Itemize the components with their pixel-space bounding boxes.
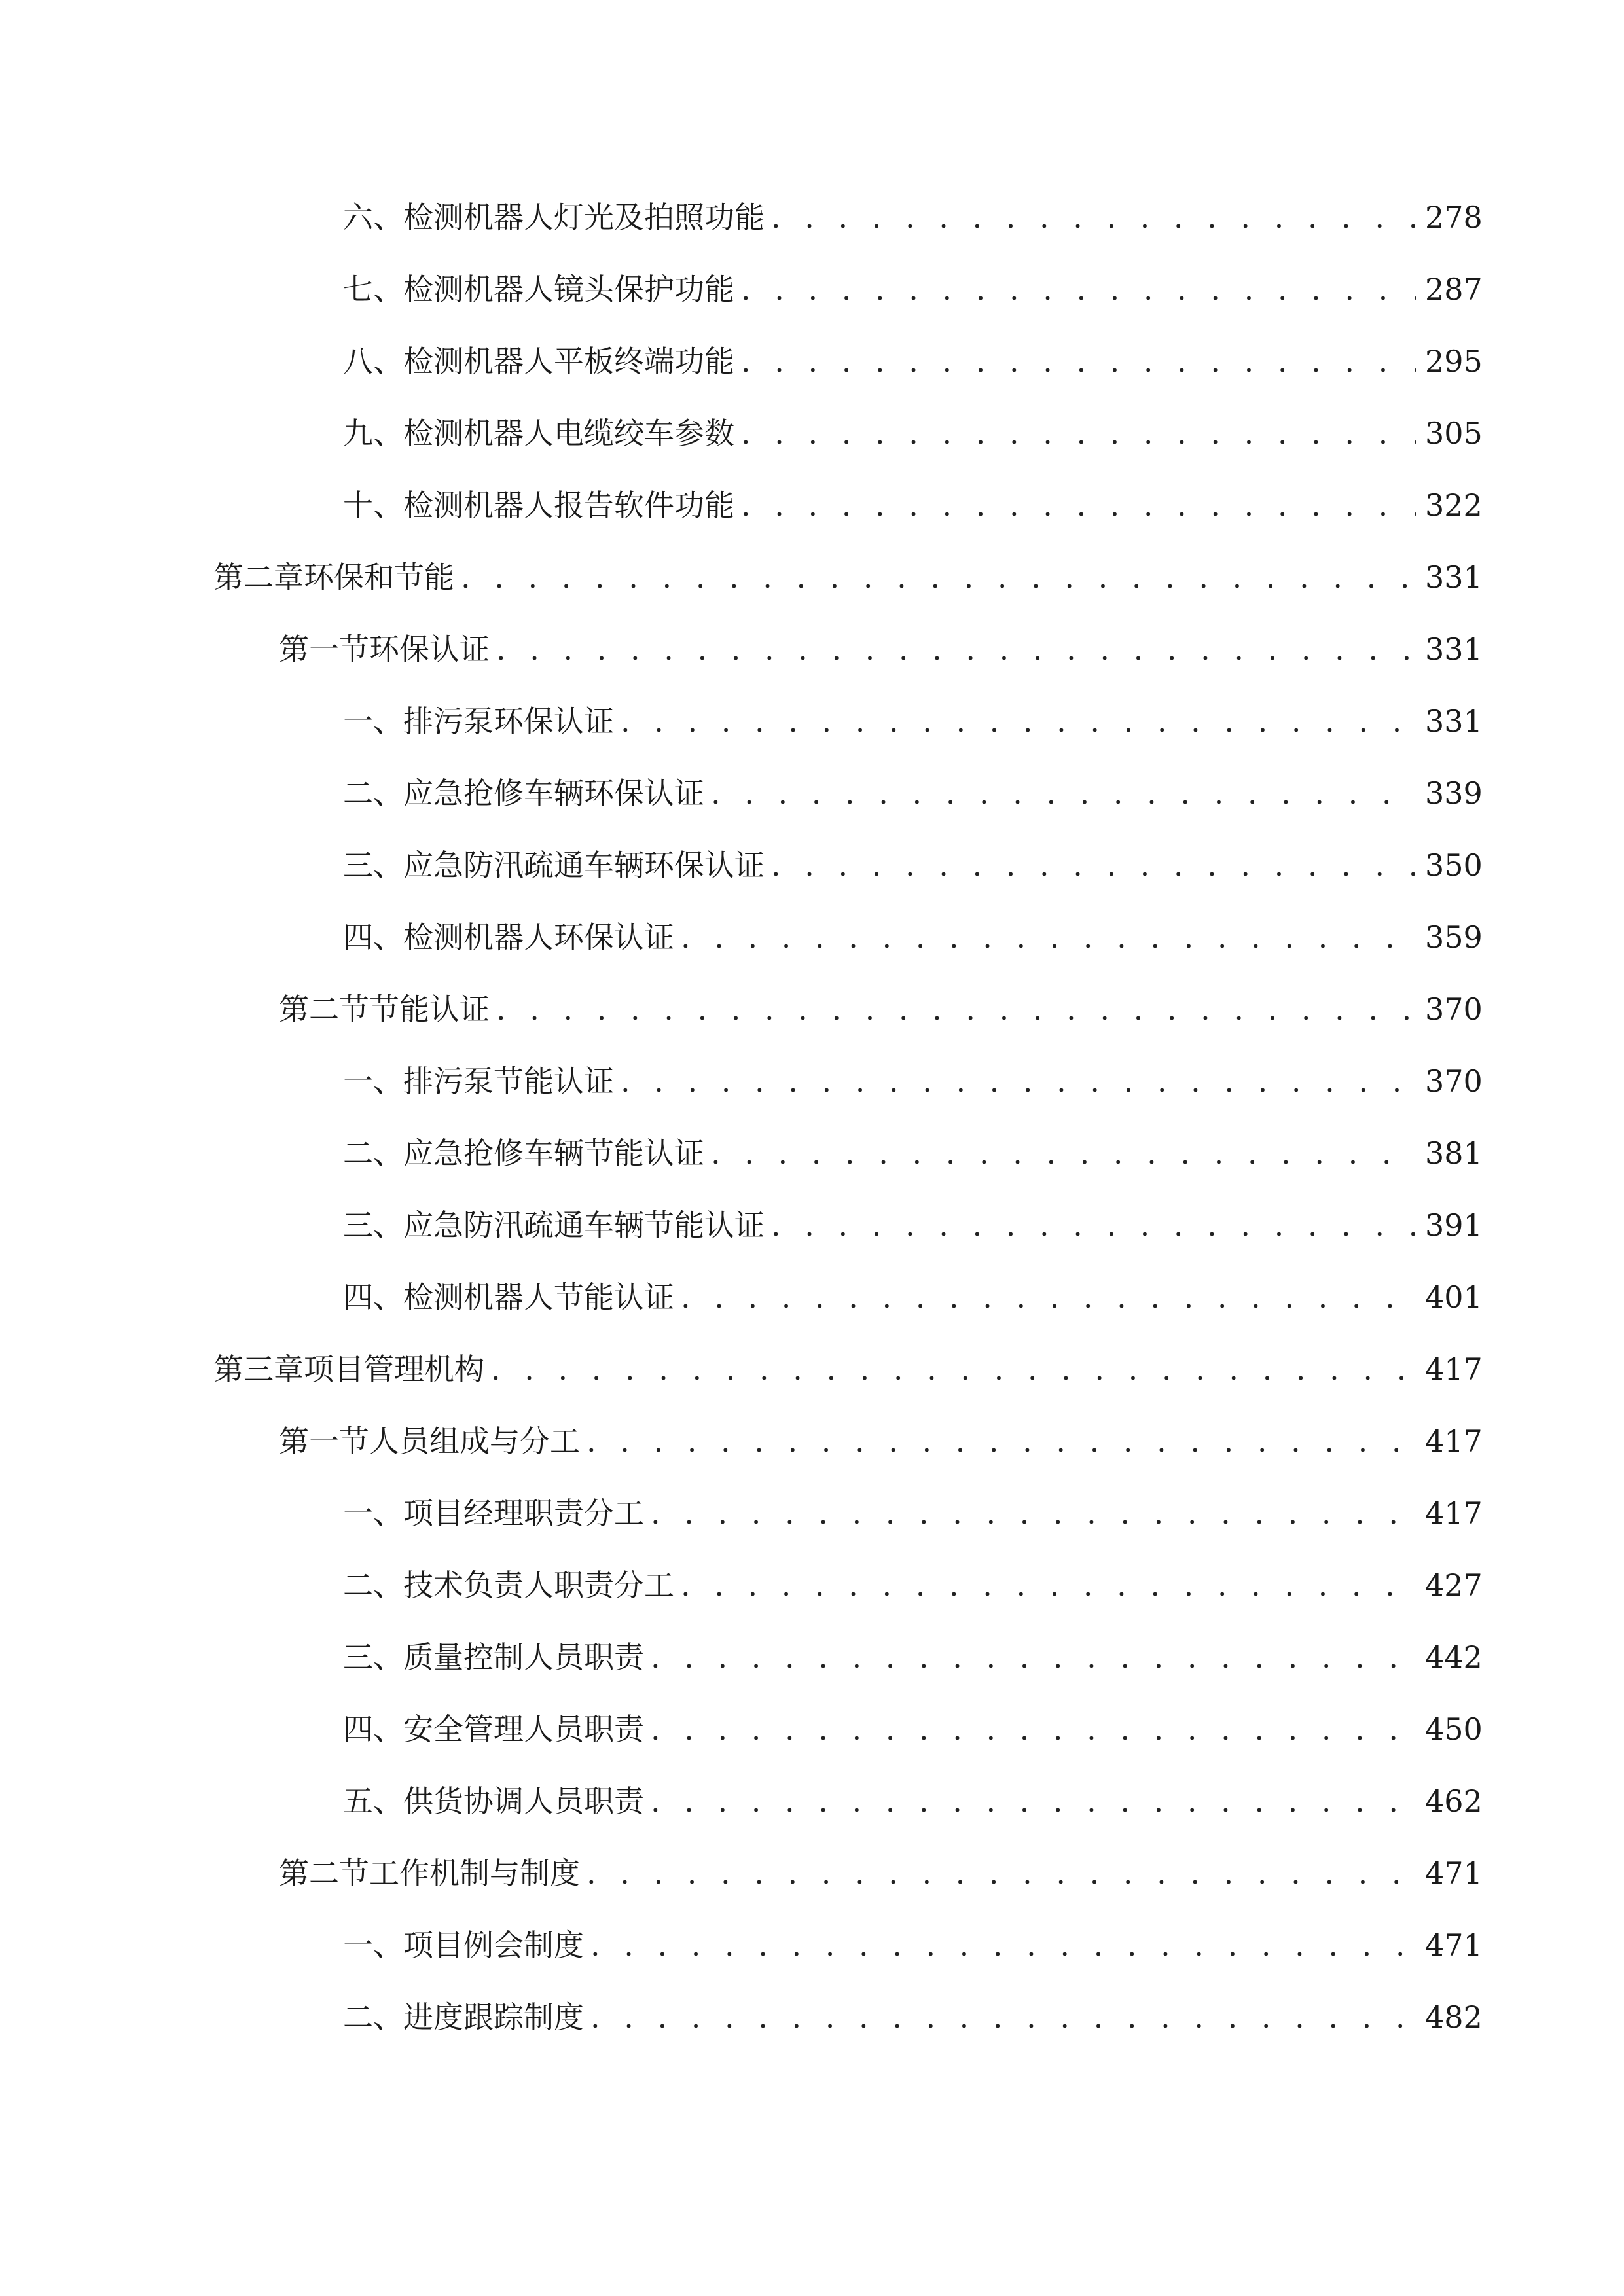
toc-entry-number: 三、 [343, 848, 403, 883]
toc-entry-number: 六、 [343, 200, 403, 235]
toc-dot-leader [621, 1055, 1416, 1107]
toc-entry[interactable] [343, 1199, 1483, 1251]
toc-entry-title: 节能认证 [369, 992, 490, 1027]
toc-entry-title: 检测机器人镜头保护功能 [403, 272, 734, 307]
toc-entry[interactable] [343, 479, 1483, 531]
toc-entry[interactable] [213, 1343, 1483, 1395]
toc-page-number: 295 [1425, 344, 1483, 379]
toc-dot-leader [681, 911, 1416, 963]
toc-entry[interactable] [343, 1775, 1483, 1827]
toc-entry-title: 应急防汛疏通车辆环保认证 [403, 848, 765, 883]
toc-dot-leader [491, 1343, 1416, 1395]
toc-page-number: 370 [1425, 1064, 1483, 1099]
toc-entry-title: 检测机器人平板终端功能 [403, 344, 734, 379]
toc-entry-number: 四、 [343, 920, 403, 955]
toc-entry-title: 项目管理机构 [304, 1352, 484, 1387]
toc-page-number: 331 [1425, 560, 1483, 595]
toc-entry[interactable] [343, 1919, 1483, 1971]
toc-entry-number: 八、 [343, 344, 403, 379]
toc-page-number: 381 [1425, 1136, 1483, 1171]
toc-dot-leader [681, 1271, 1416, 1323]
toc-entry-number: 二、 [343, 1136, 403, 1171]
toc-entry[interactable] [343, 407, 1483, 459]
toc-page-number: 359 [1425, 920, 1483, 955]
toc-page-number: 442 [1425, 1640, 1483, 1675]
toc-entry-number: 九、 [343, 416, 403, 451]
toc-entry-title: 环保和节能 [304, 560, 454, 595]
toc-entry[interactable] [343, 1559, 1483, 1611]
toc-dot-leader [586, 1847, 1416, 1899]
toc-page-number: 339 [1425, 776, 1483, 811]
toc-entry-number: 二、 [343, 2000, 403, 2035]
toc-dot-leader [651, 1631, 1416, 1683]
toc-entry[interactable] [343, 263, 1483, 315]
toc-dot-leader [741, 479, 1416, 531]
toc-page-number: 401 [1425, 1280, 1483, 1315]
toc-page-number: 287 [1425, 272, 1483, 307]
toc-entry-title: 人员组成与分工 [369, 1424, 580, 1459]
toc-entry[interactable] [279, 1847, 1483, 1899]
toc-entry-title: 供货协调人员职责 [403, 1784, 644, 1819]
toc-dot-leader [496, 623, 1416, 675]
toc-entry[interactable] [343, 1271, 1483, 1323]
toc-dot-leader [681, 1559, 1416, 1611]
toc-entry[interactable] [343, 1127, 1483, 1179]
toc-page-number: 331 [1425, 632, 1483, 667]
toc-entry[interactable] [213, 551, 1483, 603]
toc-entry-title: 质量控制人员职责 [403, 1640, 644, 1675]
toc-page-number: 427 [1425, 1568, 1483, 1603]
toc-entry-number: 第二章 [213, 560, 304, 595]
toc-entry[interactable] [279, 623, 1483, 675]
toc-entry[interactable] [343, 839, 1483, 891]
toc-entry-title: 项目例会制度 [403, 1928, 584, 1963]
toc-entry[interactable] [343, 695, 1483, 747]
toc-entry-title: 检测机器人节能认证 [403, 1280, 674, 1315]
toc-dot-leader [771, 191, 1416, 243]
toc-entry[interactable] [343, 1055, 1483, 1107]
toc-entry-number: 第二节 [279, 1856, 369, 1891]
toc-entry-title: 排污泵环保认证 [403, 704, 614, 739]
toc-page-number: 305 [1425, 416, 1483, 451]
toc-dot-leader [711, 1127, 1416, 1179]
toc-page-number: 482 [1425, 2000, 1483, 2035]
toc-page-number: 450 [1425, 1712, 1483, 1747]
toc-dot-leader [496, 983, 1416, 1035]
toc-entry-number: 第三章 [213, 1352, 304, 1387]
toc-entry-number: 七、 [343, 272, 403, 307]
toc-page-number: 350 [1425, 848, 1483, 883]
toc-entry-title: 排污泵节能认证 [403, 1064, 614, 1099]
toc-entry-number: 四、 [343, 1712, 403, 1747]
toc-entry-number: 四、 [343, 1280, 403, 1315]
toc-entry-number: 一、 [343, 1496, 403, 1531]
toc-dot-leader [651, 1703, 1416, 1755]
toc-entry-number: 三、 [343, 1640, 403, 1675]
toc-dot-leader [741, 407, 1416, 459]
toc-page-number: 462 [1425, 1784, 1483, 1819]
toc-entry-title: 检测机器人电缆绞车参数 [403, 416, 734, 451]
toc-entry-title: 检测机器人灯光及拍照功能 [403, 200, 765, 235]
toc-entry-number: 五、 [343, 1784, 403, 1819]
toc-entry-title: 检测机器人报告软件功能 [403, 488, 734, 523]
toc-entry[interactable] [343, 1631, 1483, 1683]
toc-page-number: 471 [1425, 1928, 1483, 1963]
toc-entry-title: 工作机制与制度 [369, 1856, 580, 1891]
toc-entry-number: 第二节 [279, 992, 369, 1027]
toc-entry-number: 一、 [343, 1064, 403, 1099]
toc-page-number: 370 [1425, 992, 1483, 1027]
toc-entry[interactable] [343, 1703, 1483, 1755]
toc-entry-number: 十、 [343, 488, 403, 523]
toc-page-number: 278 [1425, 200, 1483, 235]
toc-page-number: 417 [1425, 1424, 1483, 1459]
toc-entry[interactable] [279, 983, 1483, 1035]
toc-dot-leader [651, 1775, 1416, 1827]
toc-dot-leader [590, 1991, 1416, 2043]
toc-entry-number: 一、 [343, 704, 403, 739]
toc-dot-leader [651, 1487, 1416, 1539]
toc-page-number: 391 [1425, 1208, 1483, 1243]
toc-page-number: 417 [1425, 1496, 1483, 1531]
toc-entry[interactable] [343, 335, 1483, 387]
toc-entry-title: 应急抢修车辆环保认证 [403, 776, 704, 811]
toc-entry-title: 项目经理职责分工 [403, 1496, 644, 1531]
toc-entry-number: 二、 [343, 776, 403, 811]
toc-entry[interactable] [343, 1487, 1483, 1539]
toc-entry-number: 三、 [343, 1208, 403, 1243]
toc-entry-title: 进度跟踪制度 [403, 2000, 584, 2035]
toc-entry-title: 技术负责人职责分工 [403, 1568, 674, 1603]
toc-entry-number: 一、 [343, 1928, 403, 1963]
toc-entry[interactable] [343, 1991, 1483, 2043]
toc-entry-title: 检测机器人环保认证 [403, 920, 674, 955]
toc-dot-leader [461, 551, 1416, 603]
toc-entry-title: 安全管理人员职责 [403, 1712, 644, 1747]
toc-page-number: 322 [1425, 488, 1483, 523]
toc-entry[interactable] [343, 767, 1483, 819]
toc-entry-title: 应急抢修车辆节能认证 [403, 1136, 704, 1171]
toc-entry[interactable] [279, 1415, 1483, 1467]
toc-dot-leader [590, 1919, 1416, 1971]
toc-dot-leader [741, 263, 1416, 315]
toc-page-number: 331 [1425, 704, 1483, 739]
toc-dot-leader [771, 839, 1416, 891]
toc-entry[interactable] [343, 191, 1483, 243]
toc-dot-leader [711, 767, 1416, 819]
toc-entry[interactable] [343, 911, 1483, 963]
toc-dot-leader [741, 335, 1416, 387]
toc-dot-leader [771, 1199, 1416, 1251]
toc-entry-title: 应急防汛疏通车辆节能认证 [403, 1208, 765, 1243]
toc-entry-number: 第一节 [279, 1424, 369, 1459]
toc-dot-leader [586, 1415, 1416, 1467]
toc-page-number: 471 [1425, 1856, 1483, 1891]
toc-entry-number: 二、 [343, 1568, 403, 1603]
toc-dot-leader [621, 695, 1416, 747]
toc-page-number: 417 [1425, 1352, 1483, 1387]
toc-entry-title: 环保认证 [369, 632, 490, 667]
toc-entry-number: 第一节 [279, 632, 369, 667]
